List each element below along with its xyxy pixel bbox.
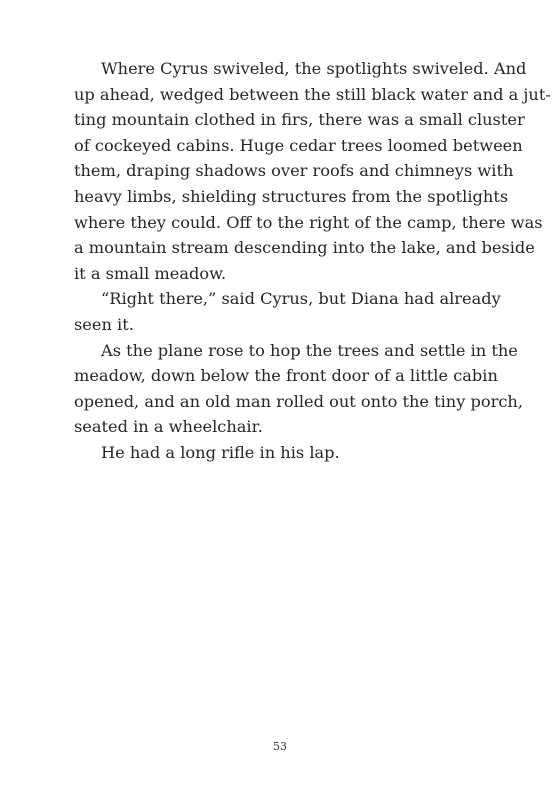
text-line: meadow, down below the front door of a little cabin xyxy=(74,366,498,386)
page-number: 53 xyxy=(273,740,287,753)
text-line: them, draping shadows over roofs and chimneys with xyxy=(74,161,514,181)
body-text xyxy=(74,56,551,466)
text-line: “Right there,” said Cyrus, but Diana had already xyxy=(101,289,501,309)
text-line: As the plane rose to hop the trees and settle in the xyxy=(101,340,518,360)
text-line: opened, and an old man rolled out onto the tiny porch, xyxy=(74,391,524,411)
text-line: seated in a wheelchair. xyxy=(74,417,263,437)
text-line: a mountain stream descending into the lake, and beside xyxy=(74,238,535,258)
text-line: it a small meadow. xyxy=(74,263,227,283)
text-line: ting mountain clothed in firs, there was a small cluster xyxy=(74,110,525,130)
text-line: up ahead, wedged between the still black water and a jut- xyxy=(74,84,551,104)
text-line: Where Cyrus swiveled, the spotlights swiveled. And xyxy=(101,59,527,78)
text-line: seen it. xyxy=(74,314,134,334)
text-line: where they could. Off to the right of the camp, there was xyxy=(74,212,543,232)
text-line: of cockeyed cabins. Huge cedar trees loomed between xyxy=(74,135,523,155)
text-line: He had a long rifle in his lap. xyxy=(101,442,340,462)
text-line: heavy limbs, shielding structures from the spotlights xyxy=(74,186,509,206)
